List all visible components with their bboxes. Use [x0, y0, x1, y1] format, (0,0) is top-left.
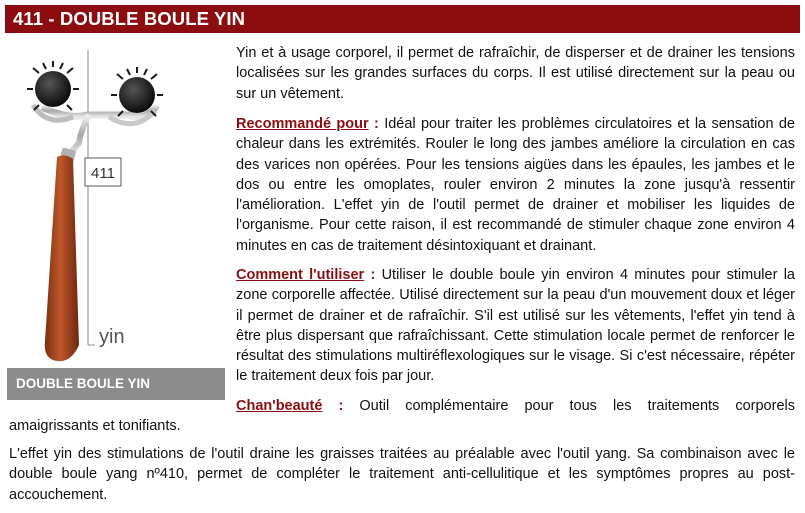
- tool-number-label: 411: [91, 165, 115, 182]
- recommande-label: Recommandé pour: [236, 116, 369, 132]
- recommande-text: Idéal pour traiter les problèmes circulatoires et la sensation de chaleur dans les extrémités. Rouler le long des jambes améliore la circulation en cas des varices non opérées. Pour les tensions aigües dans les épaules, les jambes et le dos ou entre les omoplates, rouler environ 2 minutes la zone jusqu'à ressentir l'amélioration. L'effet yin de l'outil permet de drainer et mobiliser les liquides de l'organisme. Pour cette raison, il est recommandé de stimuler chaque zone environ 4 minutes en cas de traitement désintoxiquant et drainant.: [236, 116, 795, 254]
- comment-label: Comment l'utiliser: [236, 267, 365, 283]
- double-boule-tool-illustration: [7, 45, 225, 368]
- intro-text: Yin et à usage corporel, il permet de rafraîchir, de disperser et de drainer les tensions localisées sur les grandes surfaces du corps. Il est utilisé directement sur la peau ou sur un vêtement.: [236, 45, 795, 102]
- intro-paragraph: [236, 43, 795, 104]
- beaute-text-line1: Outil complémentaire pour tous les traitements corporels: [359, 398, 795, 414]
- figure-caption-bar: [7, 368, 225, 400]
- title-bar: [5, 5, 800, 33]
- closing-text: L'effet yin des stimulations de l'outil draine les graisses traitées au préalable avec l'outil yang. Sa combinaison avec le double boule yang nº410, permet de compléter le traitement anti-cellulitique et les symptômes propres au post-accouchement.: [9, 446, 795, 503]
- page-title: 411 - DOUBLE BOULE YIN: [13, 8, 246, 29]
- comment-text: Utiliser le double boule yin environ 4 minutes pour stimuler la zone corporelle affectée. Utilisé directement sur la peau d'un mouvement doux et léger il permet de drainer et de rafraîchir. S'il est utilisé sur les vêtements, l'effet yin tend à être plus dispersant que rafraîchissant. Cette stimulation locale permet de renforcer le résultat des stimulations multiréflexologiques sur le visage. Si c'est nécessaire, répéter le traitement deux fois par jour.: [236, 267, 795, 385]
- beaute-paragraph-line2: [9, 416, 795, 436]
- beaute-text-line2: amaigrissants et tonifiants.: [9, 418, 181, 434]
- comment-paragraph: Comment l'utiliser : Utiliser le double boule yin environ 4 minutes pour stimuler la zone corporelle affectée. Utilisé directement sur la peau d'un mouvement doux et léger il permet de drainer et de rafraîchir. S'il est utilisé sur les vêtements, l'effet yin tend à être plus dispersant que rafraîchissant. Cette stimulation locale permet de renforcer le résultat des stimulations multiréflexologiques sur le visage. Si c'est nécessaire, répéter le traitement deux fois par jour.: [236, 267, 795, 385]
- product-figure: [7, 45, 225, 400]
- left-ball: [27, 61, 79, 110]
- closing-paragraph: [9, 444, 795, 505]
- beaute-paragraph-line1: Chan'beauté : Outil complémentaire pour tous les traitements corporels: [236, 398, 795, 414]
- figure-caption: DOUBLE BOULE YIN: [16, 376, 151, 391]
- yin-label: yin: [99, 326, 125, 348]
- recommande-paragraph: Recommandé pour : Idéal pour traiter les problèmes circulatoires et la sensation de chaleur dans les extrémités. Rouler le long des jambes améliore la circulation en cas des varices non opérées. Pour les tensions aigües dans les épaules, les jambes et le dos ou entre les omoplates, rouler environ 2 minutes la zone jusqu'à ressentir l'amélioration. L'effet yin de l'outil permet de drainer et mobiliser les liquides de l'organisme. Pour cette raison, il est recommandé de stimuler chaque zone environ 4 minutes en cas de traitement désintoxiquant et drainant.: [236, 116, 795, 254]
- beaute-label: Chan'beauté: [236, 398, 323, 414]
